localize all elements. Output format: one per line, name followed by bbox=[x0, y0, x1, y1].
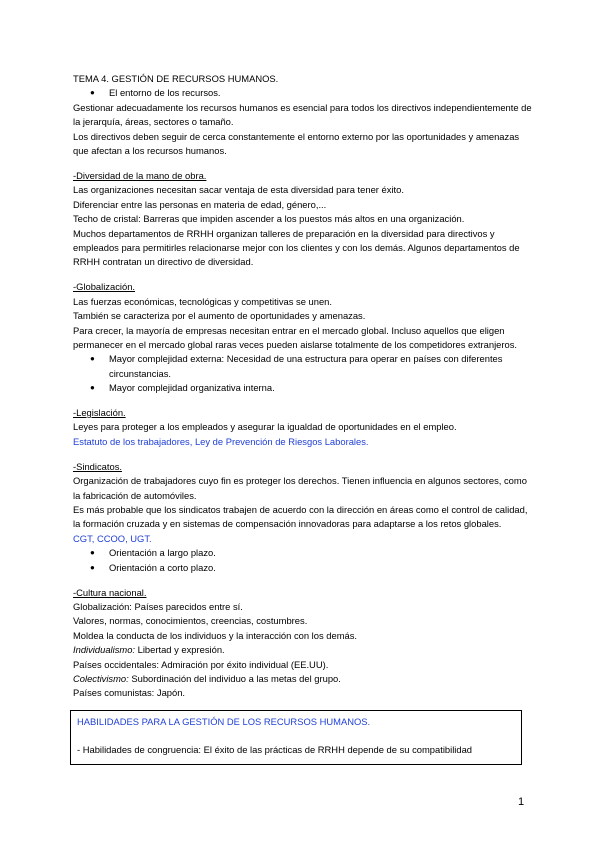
paragraph: Diferenciar entre las personas en materia de edad, género,... bbox=[73, 198, 327, 210]
bullet-icon: ● bbox=[90, 88, 95, 98]
term-text: Libertad y expresión. bbox=[135, 644, 225, 656]
term-label: Colectivismo: bbox=[73, 672, 129, 684]
paragraph: Gestionar adecuadamente los recursos humanos es esencial para todos los directivos independientemente de la jerarquía, áreas, sectores o tamaño. bbox=[73, 101, 532, 128]
section-heading-sindicatos: -Sindicatos. bbox=[73, 460, 122, 472]
section-heading-legislacion: -Legislación. bbox=[73, 407, 126, 419]
paragraph: Globalización: Países parecidos entre sí. bbox=[73, 600, 243, 612]
page-title: TEMA 4. GESTIÓN DE RECURSOS HUMANOS. bbox=[73, 73, 279, 84]
bullet-icon: ● bbox=[90, 383, 95, 393]
bullet-item bbox=[90, 546, 535, 560]
unions-reference: CGT, CCOO, UGT. bbox=[73, 532, 152, 544]
bullet-text: Orientación a largo plazo. bbox=[109, 547, 216, 559]
term-text: Subordinación del individuo a las metas del grupo. bbox=[128, 672, 341, 684]
bullet-item bbox=[90, 86, 535, 100]
bullet-icon: ● bbox=[90, 354, 95, 364]
page-number: 1 bbox=[518, 796, 525, 808]
paragraph: Valores, normas, conocimientos, creencias, costumbres. bbox=[73, 615, 308, 627]
paragraph: Para crecer, la mayoría de empresas necesitan entrar en el mercado global. Incluso aquellos que eligen permanecer en el mercado global raras veces pueden aislarse totalmente de los competidores extranjeros. bbox=[73, 324, 517, 350]
bullet-icon: ● bbox=[90, 548, 95, 558]
paragraph: Techo de cristal: Barreras que impiden ascender a los puestos más altos en una organización. bbox=[73, 213, 465, 225]
bullet-text: El entorno de los recursos. bbox=[109, 87, 221, 99]
laws-reference: Estatuto de los trabajadores, Ley de Prevención de Riesgos Laborales. bbox=[73, 435, 369, 447]
paragraph: Leyes para proteger a los empleados y asegurar la igualdad de oportunidades en el empleo. bbox=[73, 421, 457, 433]
section-heading-cultura: -Cultura nacional. bbox=[73, 586, 147, 598]
paragraph: Moldea la conducta de los individuos y la interacción con los demás. bbox=[73, 629, 358, 641]
paragraph: Las fuerzas económicas, tecnológicas y competitivas se unen. bbox=[73, 295, 332, 307]
paragraph: Muchos departamentos de RRHH organizan talleres de preparación en la diversidad para directivos y empleados para permitirles relacionarse mejor con los clientes y con los demás. Algunos departamentos de RRHH contratan un directivo de diversidad. bbox=[73, 227, 520, 268]
bullet-item bbox=[90, 381, 535, 395]
bullet-text: Mayor complejidad organizativa interna. bbox=[109, 382, 275, 394]
section-heading-globalizacion: -Globalización. bbox=[73, 281, 136, 293]
bullet-text: Mayor complejidad externa: Necesidad de una estructura para operar en países con diferentes circunstancias. bbox=[109, 353, 503, 379]
term-label: Individualismo: bbox=[73, 644, 136, 656]
skills-box bbox=[70, 710, 522, 765]
section-heading-diversidad: -Diversidad de la mano de obra. bbox=[73, 169, 207, 181]
bullet-icon: ● bbox=[90, 562, 95, 572]
bullet-item bbox=[90, 352, 535, 381]
paragraph: Es más probable que los sindicatos trabajen de acuerdo con la dirección en áreas como el control de calidad, la formación cruzada y en sistemas de compensación innovadoras para adaptarse a los retos globales. bbox=[73, 503, 528, 530]
paragraph: Organización de trabajadores cuyo fin es proteger los derechos. Tienen influencia en algunos sectores, como la fabricación de automóviles. bbox=[73, 475, 527, 501]
paragraph: Países occidentales: Admiración por éxito individual (EE.UU). bbox=[73, 658, 329, 670]
paragraph: Las organizaciones necesitan sacar ventaja de esta diversidad para tener éxito. bbox=[73, 184, 404, 196]
bullet-item bbox=[90, 561, 535, 575]
paragraph bbox=[73, 672, 535, 686]
document-body bbox=[73, 72, 535, 701]
box-title: HABILIDADES PARA LA GESTIÓN DE LOS RECURSOS HUMANOS. bbox=[77, 716, 371, 727]
paragraph: También se caracteriza por el aumento de oportunidades y amenazas. bbox=[73, 310, 366, 322]
bullet-text: Orientación a corto plazo. bbox=[109, 561, 216, 573]
paragraph: Los directivos deben seguir de cerca constantemente el entorno externo por las oportunidades y amenazas que afectan a los recursos humanos. bbox=[73, 130, 520, 157]
paragraph bbox=[73, 643, 535, 657]
paragraph: Países comunistas: Japón. bbox=[73, 687, 186, 699]
box-text: - Habilidades de congruencia: El éxito de las prácticas de RRHH depende de su compatibilidad bbox=[77, 744, 473, 755]
